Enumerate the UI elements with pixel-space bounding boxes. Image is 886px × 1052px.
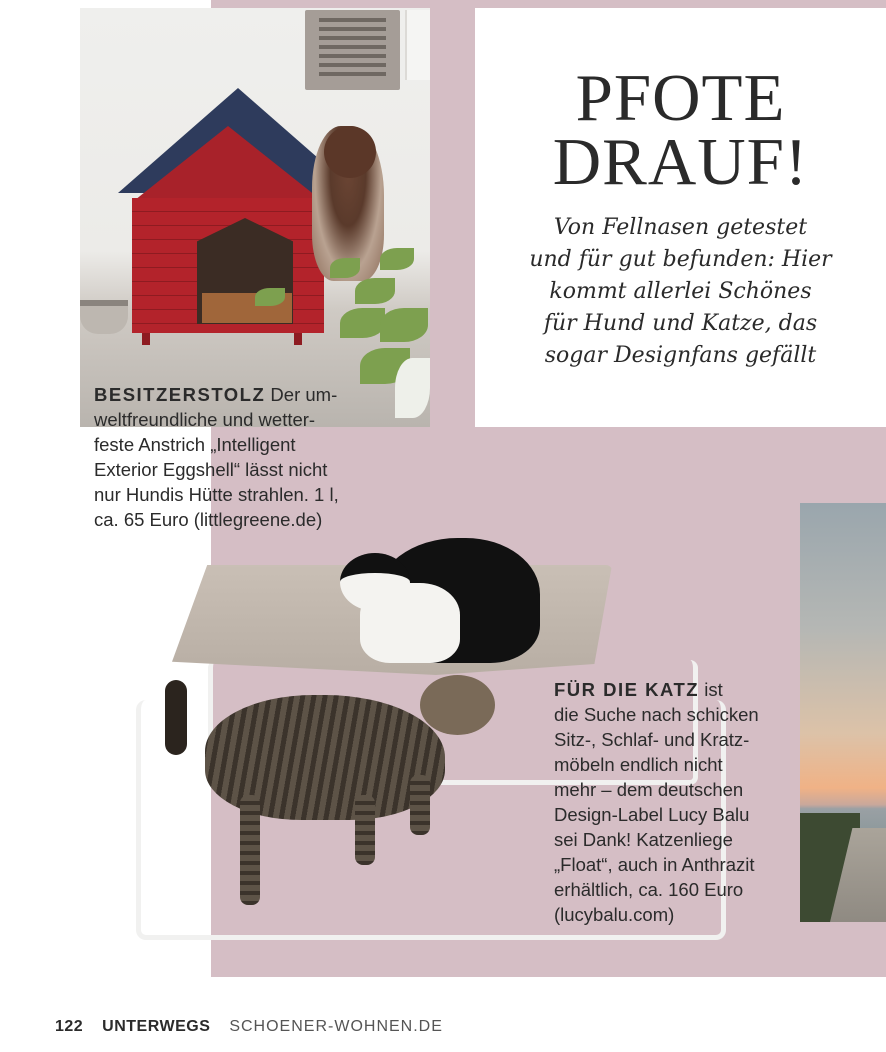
caption-lead: BESITZERSTOLZ [94,384,266,405]
caption-line: „Float“, auch in Anthrazit [554,854,755,875]
caption-cat [554,677,794,927]
title-line: DRAUF! [552,125,809,199]
water-bowl [80,300,128,334]
plant-leaf [330,258,360,278]
headline-box [475,8,886,427]
doghouse-leg [142,333,150,345]
caption-lead: FÜR DIE KATZ [554,679,700,700]
subtitle-line: für Hund und Katze, das [543,311,818,336]
caption-line: Exterior Eggshell“ lässt nicht [94,459,328,480]
plant-leaf [380,248,414,270]
subtitle-line: Von Fellnasen getestet [553,215,808,240]
section-name: UNTERWEGS [102,1018,211,1035]
caption-line: weltfreundliche und wetter- [94,409,316,430]
subtitle-line: sogar Designfans gefällt [544,343,817,368]
plant-leaf [255,288,285,306]
title-line: PFOTE [575,61,786,135]
caption-line: die Suche nach schicken [554,704,759,725]
doghouse-leg [294,333,302,345]
caption-line: ca. 65 Euro (littlegreene.de) [94,509,323,530]
doghouse-gable [135,126,321,200]
caption-line: mehr – dem deutschen [554,779,744,800]
page-footer [55,1018,443,1036]
tabby-cat [165,675,495,925]
sunset-photo [800,503,886,922]
dog-head [324,126,376,178]
page-number: 122 [55,1018,84,1035]
plant-leaf [340,308,385,338]
caption-line [94,382,394,407]
window-shutter [305,10,400,90]
website-link[interactable]: SCHOENER-WOHNEN.DE [229,1018,443,1035]
caption-line: feste Anstrich „Intelligent [94,434,296,455]
plant-leaf [380,308,428,342]
plant-leaf [355,278,395,304]
caption-line: nur Hundis Hütte strahlen. 1 l, [94,484,339,505]
black-white-cat [340,528,540,663]
subtitle-line: kommt allerlei Schönes [549,279,812,304]
caption-doghouse [94,382,394,532]
caption-text: Der um- [265,384,338,405]
caption-line: sei Dank! Katzenliege [554,829,733,850]
caption-text: ist [699,679,723,700]
white-rose [395,358,430,418]
window [405,10,430,80]
caption-line: Sitz-, Schlaf- und Kratz- [554,729,750,750]
subtitle-line: und für gut befunden: Hier [529,247,832,272]
page-title [475,61,886,199]
caption-line: erhältlich, ca. 160 Euro [554,879,744,900]
caption-line: möbeln endlich nicht [554,754,723,775]
caption-line: Design-Label Lucy Balu [554,804,750,825]
subtitle [475,212,886,372]
doghouse-photo [80,8,430,427]
caption-line [554,677,794,702]
caption-line: (lucybalu.com) [554,904,675,925]
